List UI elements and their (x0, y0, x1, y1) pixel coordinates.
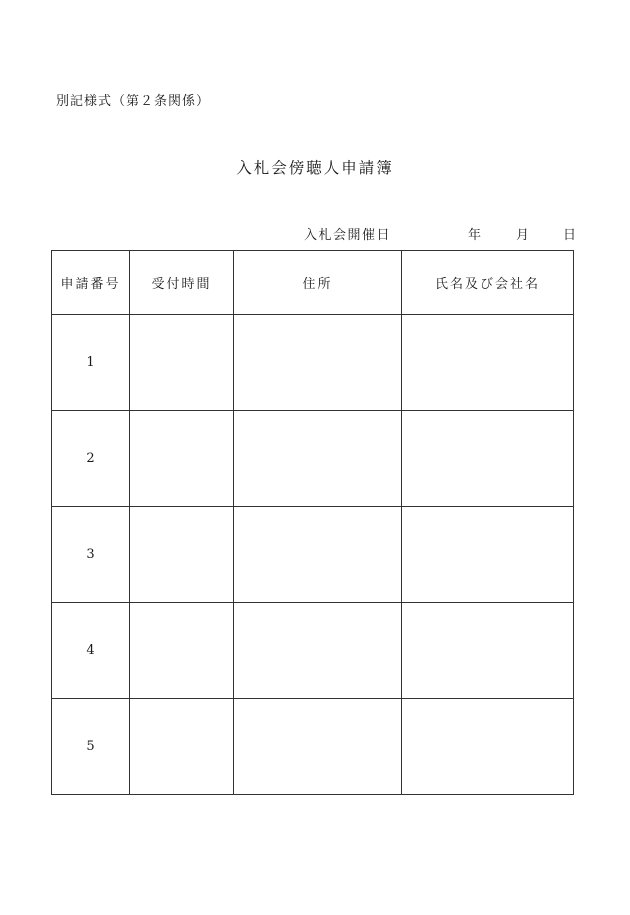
header-application-number: 申請番号 (52, 251, 130, 315)
applicant-register-table (51, 250, 574, 795)
reception-time-cell[interactable] (130, 411, 234, 507)
address-cell[interactable] (234, 699, 402, 795)
name-company-cell[interactable] (402, 699, 574, 795)
reception-time-cell[interactable] (130, 507, 234, 603)
table-row (52, 507, 574, 603)
page-title: 入札会傍聴人申請簿 (236, 159, 394, 177)
name-company-cell[interactable] (402, 411, 574, 507)
table-header-row (52, 251, 574, 315)
meeting-date-label: 入札会開催日 (304, 228, 392, 243)
address-cell[interactable] (234, 411, 402, 507)
date-day-label: 日 (563, 228, 577, 243)
reception-time-cell[interactable] (130, 699, 234, 795)
form-label: 別記様式（第２条関係） (56, 94, 211, 109)
name-company-cell[interactable] (402, 315, 574, 411)
name-company-cell[interactable] (402, 507, 574, 603)
header-address: 住所 (234, 251, 402, 315)
row-number-cell: 2 (52, 411, 130, 507)
table-row (52, 699, 574, 795)
date-month-label: 月 (516, 228, 530, 243)
address-cell[interactable] (234, 507, 402, 603)
row-number-cell: 1 (52, 315, 130, 411)
reception-time-cell[interactable] (130, 603, 234, 699)
name-company-cell[interactable] (402, 603, 574, 699)
row-number-cell: 5 (52, 699, 130, 795)
address-cell[interactable] (234, 315, 402, 411)
reception-time-cell[interactable] (130, 315, 234, 411)
table-row (52, 411, 574, 507)
meeting-date-line (0, 224, 630, 242)
row-number-cell: 3 (52, 507, 130, 603)
address-cell[interactable] (234, 603, 402, 699)
table-row (52, 315, 574, 411)
header-reception-time: 受付時間 (130, 251, 234, 315)
header-name-and-company: 氏名及び会社名 (402, 251, 574, 315)
table-row (52, 603, 574, 699)
row-number-cell: 4 (52, 603, 130, 699)
date-year-label: 年 (468, 228, 482, 243)
